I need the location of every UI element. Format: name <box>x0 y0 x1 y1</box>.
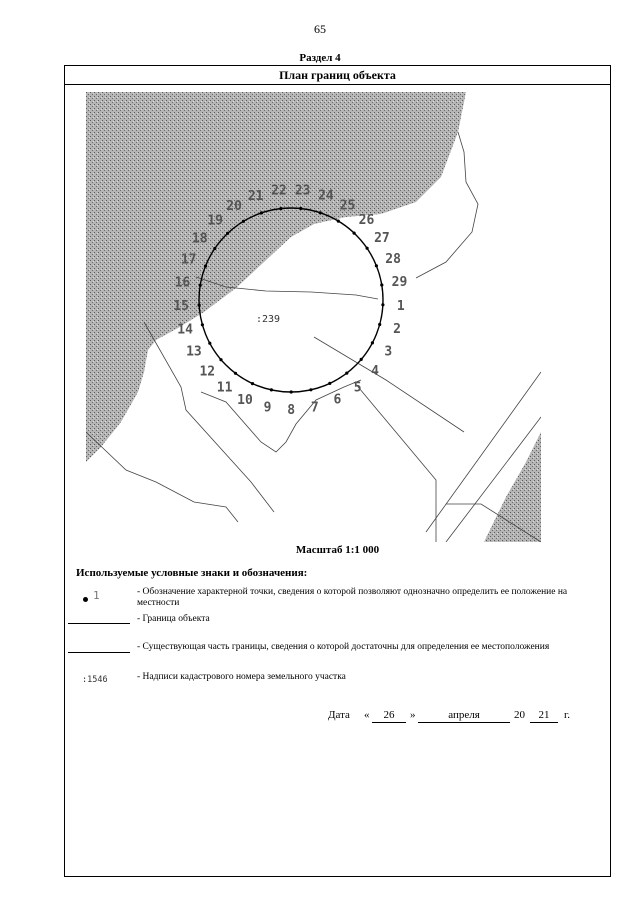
boundary-point-1 <box>381 303 384 306</box>
boundary-point-29 <box>380 283 383 286</box>
boundary-point-27 <box>366 247 369 250</box>
point-label-12: 12 <box>199 364 216 380</box>
legend-text-cadastral: - Надписи кадастрового номера земельного участка <box>137 672 346 682</box>
date-month: апреля <box>418 709 510 723</box>
point-label-6: 6 <box>333 392 342 408</box>
point-label-4: 4 <box>371 364 379 380</box>
legend-title: Используемые условные знаки и обозначения: <box>76 567 308 579</box>
point-label-7: 7 <box>310 400 319 416</box>
point-label-9: 9 <box>263 400 272 416</box>
point-label-17: 17 <box>180 252 197 268</box>
hatched-area-corner <box>484 432 541 542</box>
boundary-point-10 <box>251 382 254 385</box>
boundary-point-6 <box>328 382 331 385</box>
boundary-point-18 <box>213 247 216 250</box>
boundary-point-20 <box>242 220 245 223</box>
point-label-13: 13 <box>186 344 202 360</box>
point-label-1: 1 <box>396 298 405 314</box>
boundary-point-3 <box>371 341 374 344</box>
map-scale: Масштаб 1:1 000 <box>295 544 380 556</box>
point-label-26: 26 <box>358 213 375 228</box>
section-title: Раздел 4 <box>299 52 341 64</box>
date-label: Дата <box>328 709 350 721</box>
boundary-point-11 <box>234 372 237 375</box>
boundary-point-22 <box>279 207 282 210</box>
boundary-point-5 <box>345 372 348 375</box>
point-label-21: 21 <box>247 188 264 204</box>
boundary-point-19 <box>226 232 229 235</box>
point-label-24: 24 <box>318 188 334 204</box>
point-dot-icon <box>83 597 88 602</box>
boundary-point-13 <box>208 342 211 345</box>
date-day: 26 <box>372 709 406 723</box>
boundary-point-4 <box>360 358 363 361</box>
legend-text-existing-boundary: - Существующая часть границы, сведения о которой достаточны для определения ее местоположения <box>137 642 550 652</box>
hatched-area-main <box>86 92 466 462</box>
point-label-20: 20 <box>226 198 242 214</box>
page-number: 65 <box>314 22 326 36</box>
boundary-point-7 <box>309 388 312 391</box>
date-century: 20 <box>514 709 525 721</box>
cadastral-number-label: :239 <box>256 314 281 325</box>
map-canvas <box>86 92 541 542</box>
boundary-point-26 <box>353 232 356 235</box>
legend-text-object-boundary: - Граница объекта <box>137 614 210 624</box>
legend-symbol-object-boundary <box>68 605 130 624</box>
point-label-28: 28 <box>385 252 401 268</box>
point-label-5: 5 <box>353 380 362 396</box>
boundary-point-15 <box>198 304 201 307</box>
boundary-point-28 <box>375 264 378 267</box>
boundary-map <box>86 92 541 542</box>
point-label-14: 14 <box>177 322 193 338</box>
point-label-18: 18 <box>191 231 208 247</box>
point-label-2: 2 <box>393 322 401 338</box>
point-label-8: 8 <box>287 403 296 418</box>
point-label-25: 25 <box>339 198 356 214</box>
point-label-3: 3 <box>384 344 393 360</box>
point-label-16: 16 <box>174 275 191 291</box>
boundary-point-8 <box>290 390 293 393</box>
legend-symbol-cadastral: :1546 <box>82 675 108 685</box>
legend-symbol-existing-boundary <box>68 634 130 653</box>
boundary-point-25 <box>337 220 340 223</box>
point-label-10: 10 <box>237 392 253 408</box>
point-label-27: 27 <box>374 231 390 247</box>
boundary-point-16 <box>199 284 202 287</box>
point-label-11: 11 <box>216 380 233 396</box>
boundary-point-9 <box>270 388 273 391</box>
boundary-point-24 <box>319 211 322 214</box>
frame-header: План границ объекта <box>65 66 610 85</box>
point-label-29: 29 <box>391 275 408 290</box>
boundary-point-17 <box>204 265 207 268</box>
boundary-point-12 <box>219 358 222 361</box>
boundary-point-14 <box>201 323 204 326</box>
point-label-23: 23 <box>294 183 311 199</box>
point-label-15: 15 <box>173 299 190 315</box>
boundary-point-23 <box>299 207 302 210</box>
point-label-22: 22 <box>271 183 287 199</box>
legend-point-number: 1 <box>93 589 100 602</box>
date-suffix: г. <box>564 709 571 721</box>
point-label-19: 19 <box>207 213 224 229</box>
date-open-quote: « <box>364 709 370 721</box>
boundary-point-21 <box>260 211 263 214</box>
date-close-quote: » <box>410 709 416 721</box>
boundary-point-2 <box>378 323 381 326</box>
legend-text-point: - Обозначение характерной точки, сведения о которой позволяют однозначно определить ее положение на местности <box>137 587 568 608</box>
date-year: 21 <box>530 709 558 723</box>
